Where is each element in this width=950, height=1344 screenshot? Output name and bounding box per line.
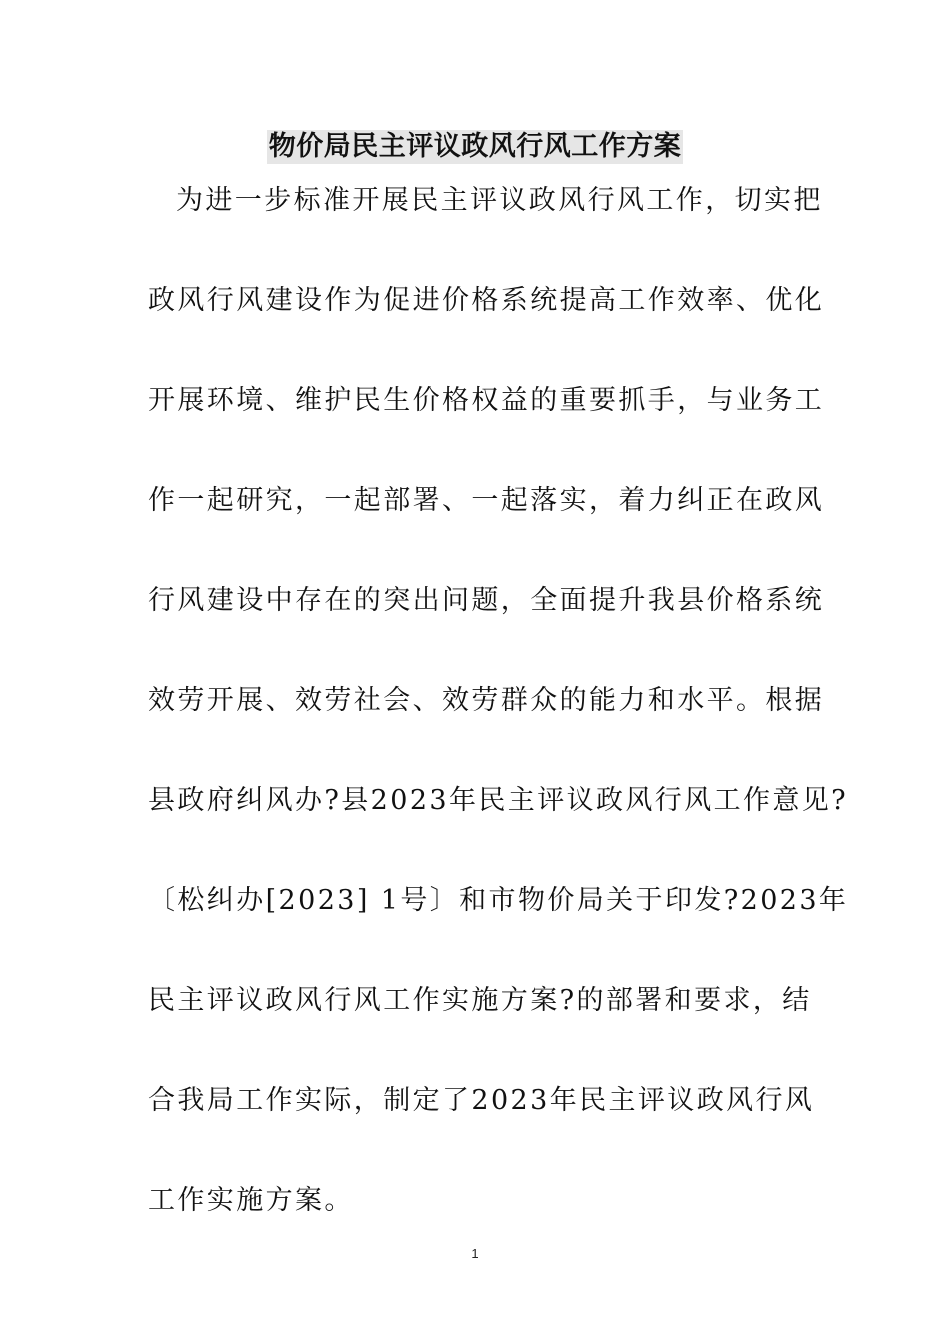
- paragraph-line: 〔松纠办[2023] 1号〕和市物价局关于印发?2023年: [148, 885, 849, 916]
- document-title: 物价局民主评议政风行风工作方案: [268, 131, 682, 162]
- paragraph-line: 效劳开展、效劳社会、效劳群众的能力和水平。根据: [148, 685, 825, 716]
- paragraph-line: 政风行风建设作为促进价格系统提高工作效率、优化: [148, 285, 825, 316]
- page-number: 1: [471, 1246, 479, 1261]
- paragraph-line: 民主评议政风行风工作实施方案?的部署和要求，结: [148, 985, 812, 1016]
- paragraph-line: 行风建设中存在的突出问题，全面提升我县价格系统: [148, 585, 825, 616]
- paragraph-line: 开展环境、维护民生价格权益的重要抓手，与业务工: [148, 385, 825, 416]
- paragraph-line: 合我局工作实际，制定了2023年民主评议政风行风: [148, 1085, 815, 1116]
- paragraph-line: 县政府纠风办?县2023年民主评议政风行风工作意见?: [148, 785, 849, 816]
- paragraph-line: 为进一步标准开展民主评议政风行风工作，切实把: [176, 185, 823, 216]
- paragraph-line: 作一起研究，一起部署、一起落实，着力纠正在政风: [148, 485, 825, 516]
- title-container: [0, 130, 950, 164]
- paragraph-line: 工作实施方案。: [148, 1185, 354, 1216]
